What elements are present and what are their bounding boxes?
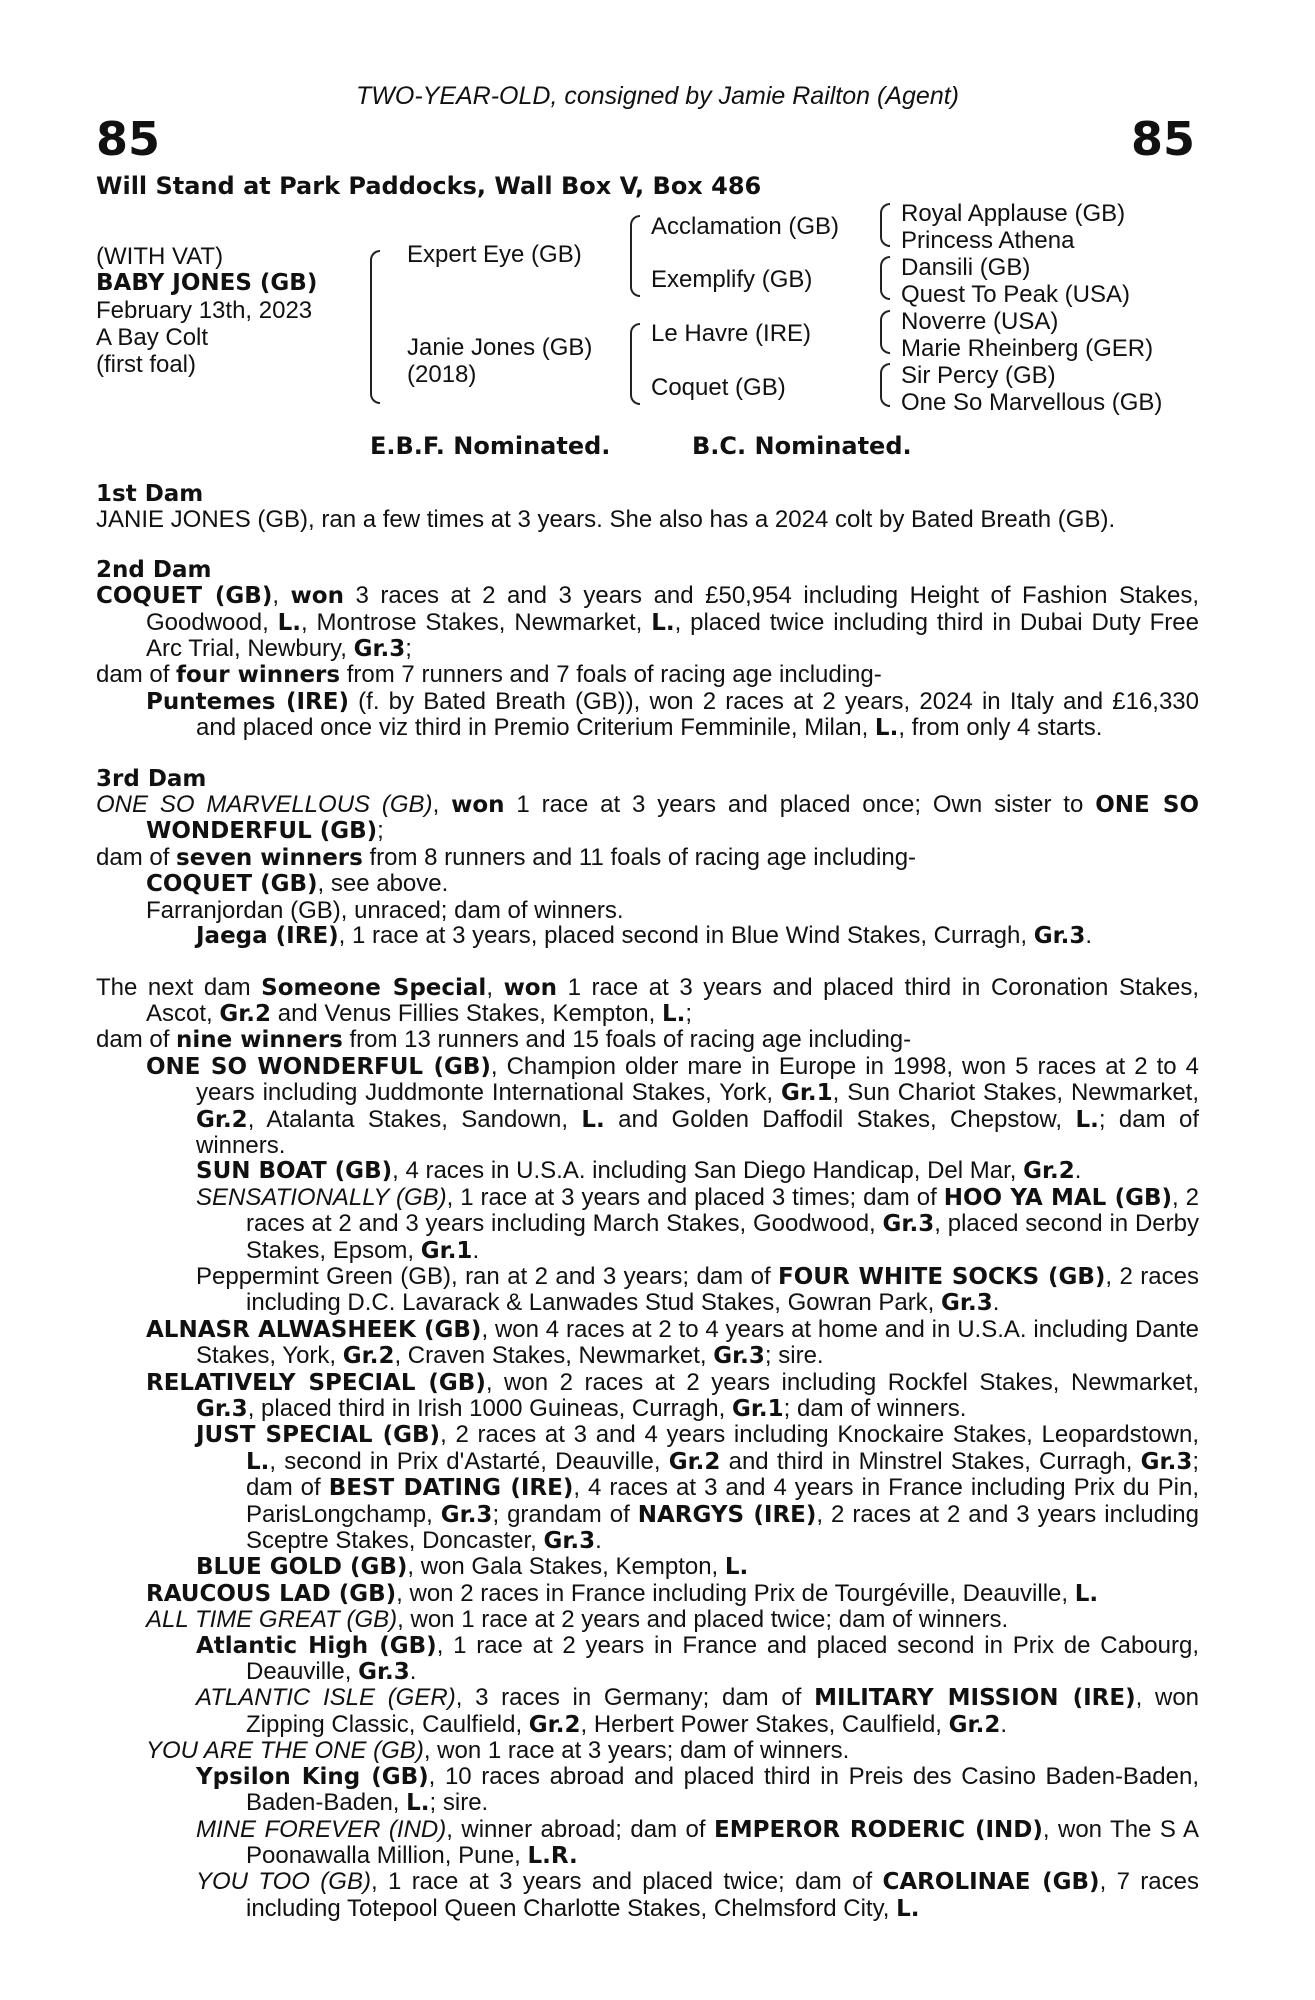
pedigree-sire-sire: Acclamation (GB) <box>651 213 840 240</box>
next-dam-produce-item: ALL TIME GREAT (GB), won 1 race at 2 years and placed twice; dam of winners. <box>146 1606 1009 1634</box>
third-dam-produce-item: COQUET (GB), see above. <box>146 870 449 898</box>
next-dam-produce-summary: dam of nine winners from 13 runners and 15 foals of racing age including- <box>96 1026 912 1054</box>
pedigree-dam: Janie Jones (GB) <box>407 334 593 361</box>
pedigree-gg7: Sir Percy (GB) <box>901 362 1056 389</box>
pedigree-gg8: One So Marvellous (GB) <box>901 389 1163 416</box>
third-dam-paragraph: ONE SO MARVELLOUS (GB), won 1 race at 3 years and placed once; Own sister to ONE SO WONDERFUL (GB); <box>96 791 1200 845</box>
pedigree-gg5: Noverre (USA) <box>901 308 1059 335</box>
third-dam-produce-item: Farranjordan (GB), unraced; dam of winners. <box>146 896 624 924</box>
horse-name: BABY JONES (GB) <box>96 270 318 296</box>
next-dam-produce-item: BLUE GOLD (GB), won Gala Stakes, Kempton, L. <box>196 1553 749 1581</box>
pedigree-gg3: Dansili (GB) <box>901 254 1031 281</box>
pedigree-brace-g2 <box>880 256 890 300</box>
second-dam-heading: 2nd Dam <box>96 556 212 583</box>
horse-dob: February 13th, 2023 <box>96 297 313 324</box>
pedigree-sire: Expert Eye (GB) <box>407 241 582 268</box>
pedigree-brace-dam <box>630 323 640 405</box>
stand-location: Will Stand at Park Paddocks, Wall Box V, Box 486 <box>96 172 762 200</box>
pedigree-dam-sire: Le Havre (IRE) <box>651 320 812 347</box>
third-dam-heading: 3rd Dam <box>96 765 207 792</box>
next-dam-produce-item: Peppermint Green (GB), ran at 2 and 3 years; dam of FOUR WHITE SOCKS (GB), 2 races including D.C. Lavarack & Lanwades Stud Stakes, Gowran Park, Gr.3. <box>196 1262 1199 1317</box>
pedigree-gg6: Marie Rheinberg (GER) <box>901 335 1154 362</box>
pedigree-gg1: Royal Applause (GB) <box>901 200 1126 227</box>
lot-number-right: 85 <box>1130 112 1195 166</box>
next-dam-produce-item: Atlantic High (GB), 1 race at 2 years in France and placed second in Prix de Cabourg, Deauville, Gr.3. <box>196 1631 1199 1686</box>
next-dam-produce-item: YOU ARE THE ONE (GB), won 1 race at 3 years; dam of winners. <box>146 1737 850 1765</box>
pedigree-notes <box>96 482 1199 1922</box>
pedigree-brace-g3 <box>880 310 890 354</box>
next-dam-produce-item: ONE SO WONDERFUL (GB), Champion older mare in Europe in 1998, won 5 races at 2 to 4 years including Juddmonte International Stakes, York, Gr.1, Sun Chariot Stakes, Newmarket, Gr.2, Atalanta Stakes, Sandown, L. and Golden Daffodil Stakes, Chepstow, L.; dam of winners. <box>146 1052 1200 1159</box>
second-dam-paragraph: COQUET (GB), won 3 races at 2 and 3 years and £50,954 including Height of Fashion Stakes, Goodwood, L., Montrose Stakes, Newmarket, L., placed twice including third in Dubai Duty Free Arc Trial, Newbury, Gr.3; <box>96 582 1199 663</box>
next-dam-produce-item: RAUCOUS LAD (GB), won 2 races in France including Prix de Tourgéville, Deauville, L. <box>146 1579 1099 1607</box>
lot-number-left: 85 <box>96 112 161 166</box>
pedigree-gg4: Quest To Peak (USA) <box>901 281 1130 308</box>
pedigree-brace-g1 <box>880 203 890 247</box>
next-dam-produce-item: ATLANTIC ISLE (GER), 3 races in Germany; dam of MILITARY MISSION (IRE), won Zipping Classic, Caulfield, Gr.2, Herbert Power Stakes, Caulfield, Gr.2. <box>196 1684 1200 1738</box>
first-dam-paragraph: JANIE JONES (GB), ran a few times at 3 years. She also has a 2024 colt by Bated Breath (GB). <box>96 506 1116 534</box>
next-dam-paragraph: The next dam Someone Special, won 1 race at 3 years and placed third in Coronation Stakes, Ascot, Gr.2 and Venus Fillies Stakes, Kempton, L.; <box>96 973 1199 1027</box>
pedigree-gg2: Princess Athena <box>901 227 1075 254</box>
pedigree-dam-dam: Coquet (GB) <box>651 374 786 401</box>
first-dam-heading: 1st Dam <box>96 481 204 507</box>
next-dam-produce-item: MINE FOREVER (IND), winner abroad; dam of EMPEROR RODERIC (IND), won The S A Poonawalla Million, Pune, L.R. <box>196 1815 1200 1869</box>
next-dam-produce-item: SENSATIONALLY (GB), 1 race at 3 years and placed 3 times; dam of HOO YA MAL (GB), 2 races at 2 and 3 years including March Stakes, Goodwood, Gr.3, placed second in Derby Stakes, Epsom, Gr.1. <box>196 1183 1200 1264</box>
next-dam-produce-item: RELATIVELY SPECIAL (GB), won 2 races at 2 years including Rockfel Stakes, Newmarket, Gr.3, placed third in Irish 1000 Guineas, Curragh, Gr.1; dam of winners. <box>146 1368 1199 1422</box>
next-dam-produce-item: ALNASR ALWASHEEK (GB), won 4 races at 2 to 4 years at home and in U.S.A. including Dante Stakes, York, Gr.2, Craven Stakes, Newmarket, Gr.3; sire. <box>146 1315 1199 1370</box>
next-dam-produce-item: JUST SPECIAL (GB), 2 races at 3 and 4 years including Knockaire Stakes, Leopardstown, L., second in Prix d'Astarté, Deauville, Gr.2 and third in Minstrel Stakes, Curragh, Gr.3; dam of BEST DATING (IRE), 4 races at 3 and 4 years in France including Prix du Pin, ParisLongchamp, Gr.3; grandam of NARGYS (IRE), 2 races at 2 and 3 years including Sceptre Stakes, Doncaster, Gr.3. <box>196 1421 1199 1555</box>
pedigree-sire-dam: Exemplify (GB) <box>651 266 813 293</box>
ebf-nomination: E.B.F. Nominated. <box>370 432 611 460</box>
pedigree-dam-year: (2018) <box>407 361 477 388</box>
page-header-title: TWO-YEAR-OLD, consigned by Jamie Railton (Agent) <box>356 82 959 110</box>
second-dam-produce-item: Puntemes (IRE) (f. by Bated Breath (GB)), won 2 races at 2 years, 2024 in Italy and £16,330 and placed once viz third in Premio Criterium Femminile, Milan, L., from only 4 starts. <box>146 687 1199 742</box>
next-dam-produce-item: Ypsilon King (GB), 10 races abroad and placed third in Preis des Casino Baden-Baden, Baden-Baden, L.; sire. <box>196 1762 1199 1817</box>
pedigree-brace-gen1 <box>370 250 380 404</box>
pedigree-brace-sire <box>630 215 640 297</box>
second-dam-produce-summary: dam of four winners from 7 runners and 7 foals of racing age including- <box>96 661 882 689</box>
next-dam-produce-item: SUN BOAT (GB), 4 races in U.S.A. including San Diego Handicap, Del Mar, Gr.2. <box>196 1157 1082 1185</box>
vat-note: (WITH VAT) <box>96 243 224 270</box>
bc-nomination: B.C. Nominated. <box>692 432 912 460</box>
pedigree-brace-g4 <box>880 363 890 407</box>
third-dam-produce-summary: dam of seven winners from 8 runners and 11 foals of racing age including- <box>96 843 917 871</box>
third-dam-produce-item: Jaega (IRE), 1 race at 3 years, placed second in Blue Wind Stakes, Curragh, Gr.3. <box>196 922 1093 950</box>
horse-note: (first foal) <box>96 351 197 378</box>
horse-details <box>96 243 317 378</box>
horse-description: A Bay Colt <box>96 324 209 351</box>
next-dam-produce-item: YOU TOO (GB), 1 race at 3 years and placed twice; dam of CAROLINAE (GB), 7 races including Totepool Queen Charlotte Stakes, Chelmsford City, L. <box>196 1868 1199 1922</box>
